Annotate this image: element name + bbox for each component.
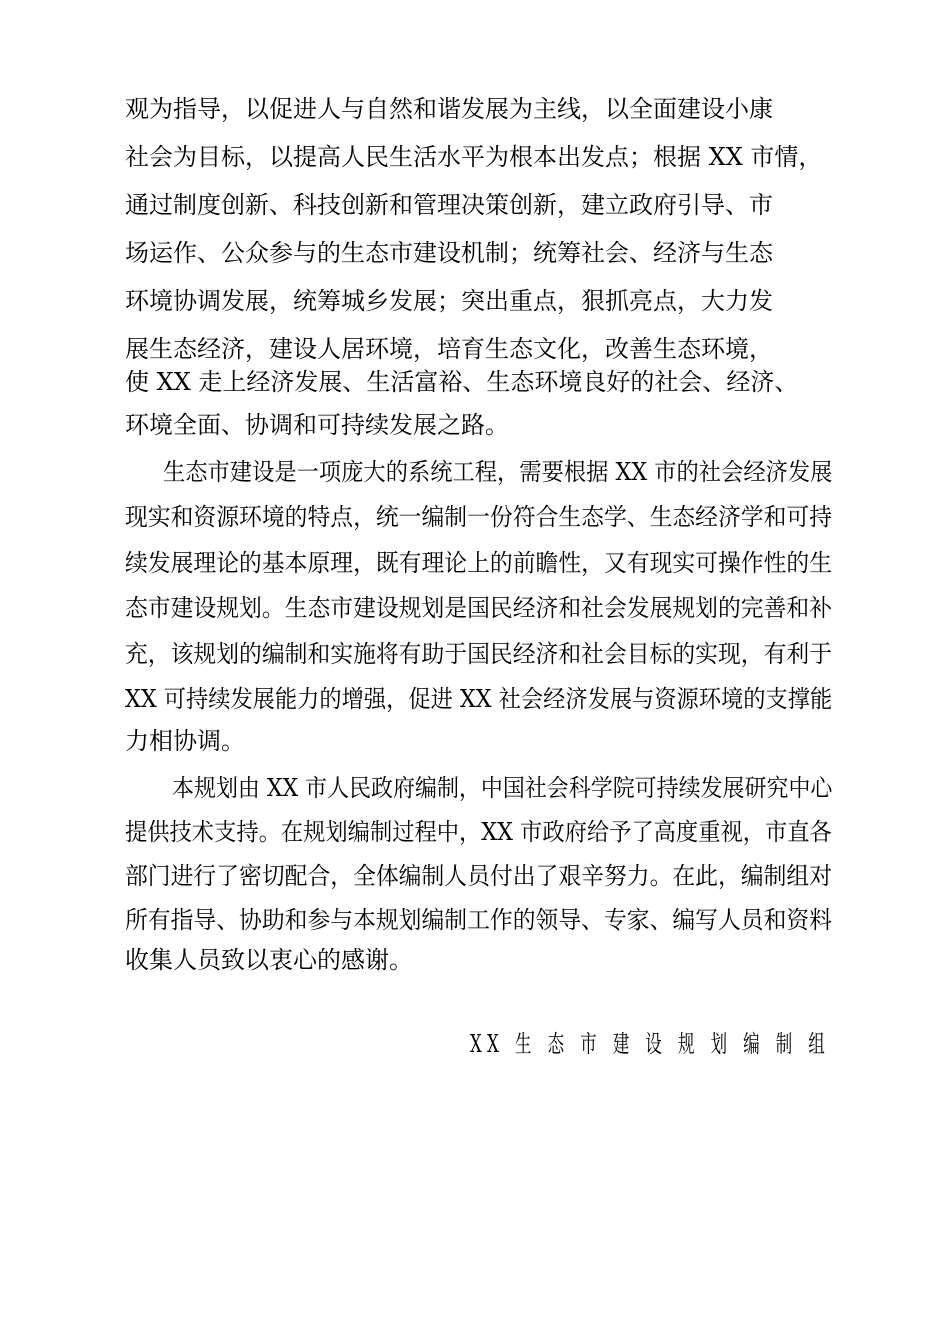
paragraph-2-line: 充，该规划的编制和实施将有助于国民经济和社会目标的实现，有利于 [125, 640, 833, 668]
paragraph-1-line: 展生态经济，建设人居环境，培育生态文化，改善生态环境， [125, 335, 773, 363]
paragraph-3-line: 本规划由 XX 市人民政府编制，中国社会科学院可持续发展研究中心 [172, 774, 833, 802]
paragraph-2-line: 生态市建设是一项庞大的系统工程，需要根据 XX 市的社会经济发展 [163, 458, 833, 486]
paragraph-3-line: 提供技术支持。在规划编制过程中，XX 市政府给予了高度重视，市直各 [125, 818, 832, 846]
paragraph-1-line: 环境协调发展，统筹城乡发展；突出重点，狠抓亮点，大力发 [125, 287, 773, 315]
paragraph-1-line: 使 XX 走上经济发展、生活富裕、生态环境良好的社会、经济、 [125, 368, 799, 396]
paragraph-3-line: 部门进行了密切配合，全体编制人员付出了艰辛努力。在此，编制组对 [125, 862, 833, 890]
paragraph-3-line: 所有指导、协助和参与本规划编制工作的领导、专家、编写人员和资料 [125, 906, 833, 934]
paragraph-2-line: 现实和资源环境的特点，统一编制一份符合生态学、生态经济学和可持 [125, 503, 833, 531]
paragraph-1-line: 通过制度创新、科技创新和管理决策创新，建立政府引导、市 [125, 191, 773, 219]
paragraph-2-line: 续发展理论的基本原理，既有理论上的前瞻性，又有现实可操作性的生 [125, 549, 833, 577]
paragraph-1-line: 环境全面、协调和可持续发展之路。 [125, 411, 509, 439]
paragraph-1-line: 观为指导，以促进人与自然和谐发展为主线，以全面建设小康 [125, 95, 773, 123]
paragraph-1-line: 场运作、公众参与的生态市建设机制；统筹社会、经济与生态 [125, 239, 773, 267]
paragraph-2-line: XX 可持续发展能力的增强，促进 XX 社会经济发展与资源环境的支撑能 [125, 685, 833, 713]
paragraph-1-line: 社会为目标，以提高人民生活水平为根本出发点；根据 XX 市情， [125, 143, 823, 171]
paragraph-3-line: 收集人员致以衷心的感谢。 [125, 946, 413, 974]
paragraph-2-line: 力相协调。 [125, 727, 245, 755]
signature: XX 生 态 市 建 设 规 划 编 制 组 [470, 1030, 831, 1058]
paragraph-2-line: 态市建设规划。生态市建设规划是国民经济和社会发展规划的完善和补 [125, 594, 833, 622]
